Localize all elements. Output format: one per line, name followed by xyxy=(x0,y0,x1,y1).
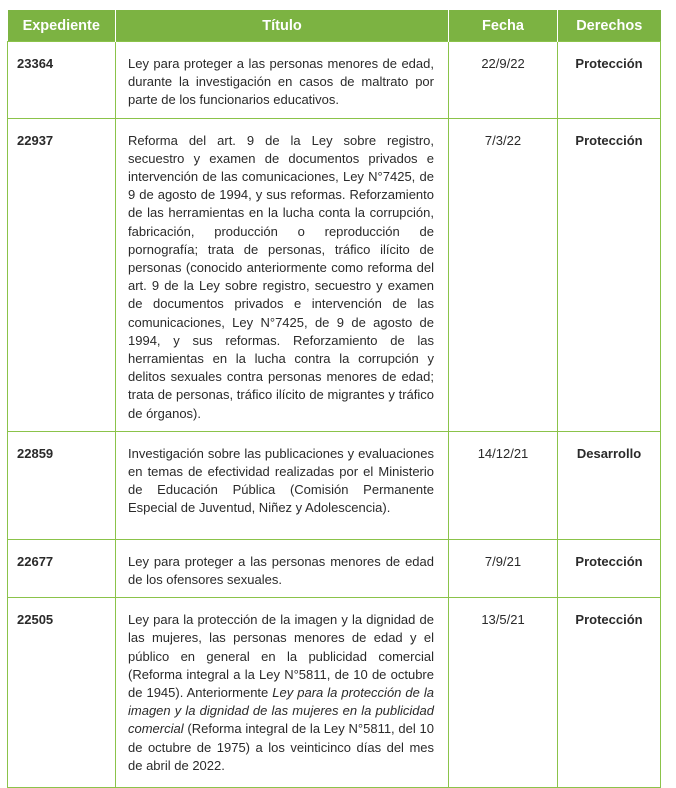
cell-titulo: Ley para proteger a las personas menores de edad de los ofensores sexuales. xyxy=(116,539,449,597)
table-body xyxy=(8,42,661,788)
cell-expediente: 22677 xyxy=(8,539,116,597)
cell-derechos: Protección xyxy=(558,118,661,431)
header-fecha: Fecha xyxy=(449,10,558,42)
table-row xyxy=(8,539,661,597)
bills-table xyxy=(7,10,661,788)
cell-expediente: 22859 xyxy=(8,431,116,539)
cell-derechos: Protección xyxy=(558,598,661,788)
document-page xyxy=(7,10,660,788)
cell-fecha: 22/9/22 xyxy=(449,42,558,119)
cell-fecha: 7/3/22 xyxy=(449,118,558,431)
table-header xyxy=(8,10,661,42)
cell-expediente: 22937 xyxy=(8,118,116,431)
titulo-text-part: Ley para la protección de la imagen y la dignidad de las mujeres, las personas menores de edad y el público en general en la publicidad comercial (Reforma integral a la Ley N°5811, de 10 de octubre de 1945). Anteriormente xyxy=(128,612,434,701)
table-row xyxy=(8,118,661,431)
table-row xyxy=(8,598,661,788)
cell-derechos: Protección xyxy=(558,42,661,119)
header-row xyxy=(8,10,661,42)
cell-fecha: 14/12/21 xyxy=(449,431,558,539)
cell-derechos: Protección xyxy=(558,539,661,597)
titulo-text-part: (Reforma integral de la Ley N°5811, del 10 de octubre de 1975) a los veinticinco días del mes de abril de 2022. xyxy=(128,721,434,773)
cell-fecha: 13/5/21 xyxy=(449,598,558,788)
cell-titulo: Reforma del art. 9 de la Ley sobre registro, secuestro y examen de documentos privados e intervención de las comunicaciones, Ley N°7425, de 9 de agosto de 1994, y sus reformas. Reforzamiento de las herramientas en la lucha conta la corrupción, fabricación, producción o reproducción de pornografía; trata de personas, tráfico ilícito de personas (conocido anteriormente como reforma del art. 9 de la Ley sobre registro, secuestro y examen de documentos privados e intervención de las comunicaciones, Ley N°7425, de 9 de agosto de 1994, y sus reformas. Reforzamiento de las herramientas en la lucha contra la corrupción y delitos sexuales contra personas menores de edad; trata de personas, tráfico ilícito de migrantes y tráfico de órganos). xyxy=(116,118,449,431)
cell-titulo: Ley para proteger a las personas menores de edad, durante la investigación en casos de maltrato por parte de los funcionarios educativos. xyxy=(116,42,449,119)
header-expediente: Expediente xyxy=(8,10,116,42)
cell-expediente: 22505 xyxy=(8,598,116,788)
titulo-italic-part: Ley para la protección de la imagen y la dignidad de las mujeres en la publicidad comercial xyxy=(128,685,435,737)
cell-derechos: Desarrollo xyxy=(558,431,661,539)
cell-expediente: 23364 xyxy=(8,42,116,119)
cell-titulo: Investigación sobre las publicaciones y evaluaciones en temas de efectividad realizadas por el Ministerio de Educación Pública (Comisión Permanente Especial de Juventud, Niñez y Adolescencia). xyxy=(116,431,449,539)
header-titulo: Título xyxy=(116,10,449,42)
table-row xyxy=(8,431,661,539)
table-row xyxy=(8,42,661,119)
cell-titulo xyxy=(116,598,449,788)
header-derechos: Derechos xyxy=(558,10,661,42)
cell-fecha: 7/9/21 xyxy=(449,539,558,597)
